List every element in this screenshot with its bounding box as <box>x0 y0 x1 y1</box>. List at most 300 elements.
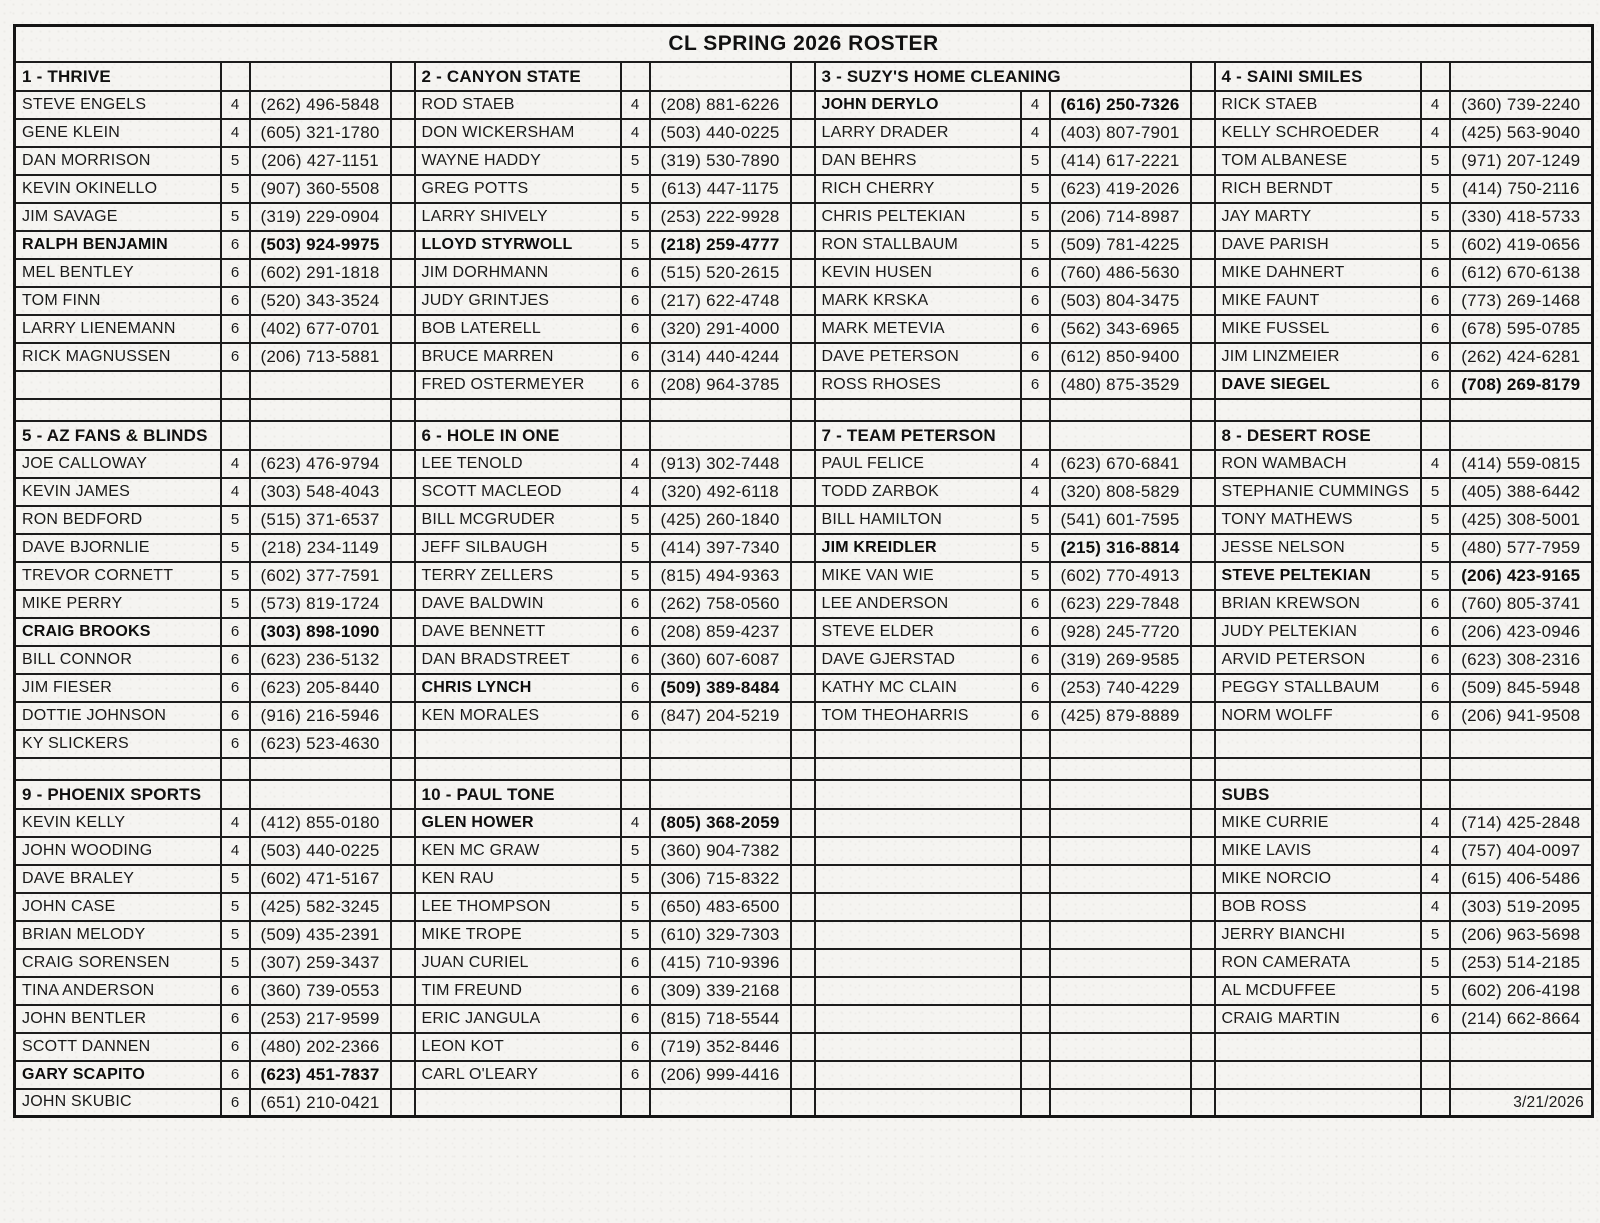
player-row <box>15 91 1593 119</box>
player-level-cell: 4 <box>1421 450 1450 478</box>
player-name-cell: JIM KREIDLER <box>815 534 1021 562</box>
player-phone-cell: (615) 406-5486 <box>1450 865 1593 893</box>
player-phone-cell: (623) 236-5132 <box>250 646 391 674</box>
separator-cell <box>391 893 415 921</box>
player-name-cell: BRIAN MELODY <box>15 921 221 949</box>
player-name-cell: CRAIG BROOKS <box>15 618 221 646</box>
player-name-cell: JIM DORHMANN <box>415 259 621 287</box>
player-name-cell: TODD ZARBOK <box>815 478 1021 506</box>
separator-cell <box>391 147 415 175</box>
player-row <box>15 259 1593 287</box>
header-empty-cell <box>250 421 391 450</box>
separator-cell <box>391 287 415 315</box>
empty-cell <box>250 758 391 780</box>
player-level-cell: 4 <box>1021 450 1050 478</box>
player-level-cell: 6 <box>1421 259 1450 287</box>
player-phone-cell: (253) 514-2185 <box>1450 949 1593 977</box>
player-phone-cell: (815) 494-9363 <box>650 562 791 590</box>
empty-cell <box>1050 758 1191 780</box>
player-phone-cell: (425) 582-3245 <box>250 893 391 921</box>
empty-cell <box>1021 1005 1050 1033</box>
separator-cell <box>791 421 815 450</box>
player-level-cell: 6 <box>1421 646 1450 674</box>
separator-cell <box>1191 534 1215 562</box>
player-phone-cell: (206) 713-5881 <box>250 343 391 371</box>
player-name-cell: KY SLICKERS <box>15 730 221 758</box>
player-name-cell: BILL MCGRUDER <box>415 506 621 534</box>
empty-cell <box>621 758 650 780</box>
separator-cell <box>1191 343 1215 371</box>
team-header: 9 - PHOENIX SPORTS <box>15 780 221 809</box>
empty-cell <box>621 730 650 758</box>
header-empty-cell <box>650 421 791 450</box>
player-name-cell: TOM ALBANESE <box>1215 147 1421 175</box>
player-phone-cell: (623) 670-6841 <box>1050 450 1191 478</box>
player-level-cell: 5 <box>1421 175 1450 203</box>
separator-cell <box>791 478 815 506</box>
separator-cell <box>791 450 815 478</box>
player-phone-cell: (218) 234-1149 <box>250 534 391 562</box>
player-name-cell: WAYNE HADDY <box>415 147 621 175</box>
header-empty-cell <box>621 421 650 450</box>
player-name-cell: JOHN SKUBIC <box>15 1089 221 1117</box>
player-name-cell: GLEN HOWER <box>415 809 621 837</box>
empty-cell <box>1215 758 1421 780</box>
player-level-cell: 5 <box>621 837 650 865</box>
empty-cell <box>1021 758 1050 780</box>
team-header: 10 - PAUL TONE <box>415 780 621 809</box>
separator-cell <box>391 921 415 949</box>
player-name-cell: KEN MC GRAW <box>415 837 621 865</box>
player-name-cell: STEVE ENGELS <box>15 91 221 119</box>
band-separator-row <box>15 399 1593 421</box>
player-level-cell: 5 <box>1421 977 1450 1005</box>
separator-cell <box>791 780 815 809</box>
player-level-cell: 4 <box>1421 119 1450 147</box>
player-name-cell: JESSE NELSON <box>1215 534 1421 562</box>
empty-cell <box>815 730 1021 758</box>
player-phone-cell: (319) 229-0904 <box>250 203 391 231</box>
player-phone-cell: (309) 339-2168 <box>650 977 791 1005</box>
player-level-cell: 6 <box>221 287 250 315</box>
player-phone-cell: (509) 435-2391 <box>250 921 391 949</box>
roster-date-cell: 3/21/2026 <box>1450 1089 1593 1117</box>
title-row <box>15 26 1593 62</box>
empty-cell <box>621 1089 650 1117</box>
separator-cell <box>791 590 815 618</box>
team-header: 6 - HOLE IN ONE <box>415 421 621 450</box>
separator-cell <box>391 534 415 562</box>
separator-cell <box>1191 977 1215 1005</box>
player-name-cell: RON WAMBACH <box>1215 450 1421 478</box>
player-phone-cell: (708) 269-8179 <box>1450 371 1593 399</box>
separator-cell <box>791 1061 815 1089</box>
separator-cell <box>1191 702 1215 730</box>
empty-cell <box>1021 1033 1050 1061</box>
separator-cell <box>1191 1089 1215 1117</box>
player-name-cell: MIKE FUSSEL <box>1215 315 1421 343</box>
player-level-cell: 4 <box>621 91 650 119</box>
player-phone-cell: (262) 758-0560 <box>650 590 791 618</box>
player-level-cell: 4 <box>221 91 250 119</box>
player-phone-cell: (623) 229-7848 <box>1050 590 1191 618</box>
separator-cell <box>1191 91 1215 119</box>
empty-cell <box>650 1089 791 1117</box>
player-level-cell: 5 <box>221 893 250 921</box>
player-phone-cell: (206) 714-8987 <box>1050 203 1191 231</box>
player-name-cell: DAN BEHRS <box>815 147 1021 175</box>
player-name-cell: GREG POTTS <box>415 175 621 203</box>
player-phone-cell: (425) 260-1840 <box>650 506 791 534</box>
separator-cell <box>391 730 415 758</box>
player-level-cell: 4 <box>621 450 650 478</box>
separator-cell <box>391 977 415 1005</box>
player-name-cell: CRAIG SORENSEN <box>15 949 221 977</box>
player-level-cell: 5 <box>1421 506 1450 534</box>
player-name-cell: MARK KRSKA <box>815 287 1021 315</box>
player-name-cell: KEN RAU <box>415 865 621 893</box>
player-row <box>15 231 1593 259</box>
empty-cell <box>1050 949 1191 977</box>
player-level-cell: 6 <box>621 590 650 618</box>
player-phone-cell: (402) 677-0701 <box>250 315 391 343</box>
player-phone-cell: (815) 718-5544 <box>650 1005 791 1033</box>
separator-cell <box>1191 562 1215 590</box>
player-phone-cell: (916) 216-5946 <box>250 702 391 730</box>
player-phone-cell: (412) 855-0180 <box>250 809 391 837</box>
player-name-cell: DAVE SIEGEL <box>1215 371 1421 399</box>
separator-cell <box>791 730 815 758</box>
separator-cell <box>791 1033 815 1061</box>
empty-cell <box>415 758 621 780</box>
player-level-cell: 6 <box>621 343 650 371</box>
separator-cell <box>791 646 815 674</box>
empty-cell <box>1421 399 1450 421</box>
player-level-cell: 4 <box>1421 865 1450 893</box>
player-phone-cell: (253) 740-4229 <box>1050 674 1191 702</box>
player-level-cell: 6 <box>221 1061 250 1089</box>
player-level-cell: 6 <box>621 371 650 399</box>
player-name-cell: GENE KLEIN <box>15 119 221 147</box>
player-name-cell: LEE ANDERSON <box>815 590 1021 618</box>
player-level-cell: 5 <box>1021 534 1050 562</box>
player-phone-cell: (610) 329-7303 <box>650 921 791 949</box>
player-name-cell: GARY SCAPITO <box>15 1061 221 1089</box>
player-name-cell: TOM THEOHARRIS <box>815 702 1021 730</box>
separator-cell <box>1191 62 1215 91</box>
player-row <box>15 1089 1593 1117</box>
player-level-cell: 4 <box>1021 119 1050 147</box>
player-level-cell: 6 <box>221 1089 250 1117</box>
empty-cell <box>815 977 1021 1005</box>
player-phone-cell: (623) 451-7837 <box>250 1061 391 1089</box>
player-name-cell: SCOTT MACLEOD <box>415 478 621 506</box>
separator-cell <box>1191 1061 1215 1089</box>
player-name-cell: JOHN BENTLER <box>15 1005 221 1033</box>
player-name-cell: JIM FIESER <box>15 674 221 702</box>
player-name-cell: DON WICKERSHAM <box>415 119 621 147</box>
player-phone-cell: (320) 492-6118 <box>650 478 791 506</box>
separator-cell <box>791 1005 815 1033</box>
player-level-cell: 5 <box>1421 949 1450 977</box>
separator-cell <box>1191 175 1215 203</box>
separator-cell <box>391 478 415 506</box>
player-row <box>15 315 1593 343</box>
separator-cell <box>791 343 815 371</box>
player-name-cell: JOHN WOODING <box>15 837 221 865</box>
empty-cell <box>1050 399 1191 421</box>
empty-cell <box>1050 1061 1191 1089</box>
separator-cell <box>391 343 415 371</box>
separator-cell <box>391 949 415 977</box>
player-level-cell: 6 <box>1021 259 1050 287</box>
empty-cell <box>15 371 221 399</box>
player-phone-cell: (206) 423-0946 <box>1450 618 1593 646</box>
player-phone-cell: (218) 259-4777 <box>650 231 791 259</box>
team-header-row <box>15 421 1593 450</box>
player-name-cell: DAVE GJERSTAD <box>815 646 1021 674</box>
player-phone-cell: (414) 559-0815 <box>1450 450 1593 478</box>
player-level-cell: 6 <box>221 231 250 259</box>
player-phone-cell: (602) 291-1818 <box>250 259 391 287</box>
player-level-cell: 4 <box>221 119 250 147</box>
separator-cell <box>1191 809 1215 837</box>
player-phone-cell: (403) 807-7901 <box>1050 119 1191 147</box>
player-phone-cell: (215) 316-8814 <box>1050 534 1191 562</box>
player-level-cell: 6 <box>621 259 650 287</box>
player-level-cell: 5 <box>621 175 650 203</box>
player-level-cell: 6 <box>1021 315 1050 343</box>
player-row <box>15 478 1593 506</box>
separator-cell <box>1191 231 1215 259</box>
empty-cell <box>1215 730 1421 758</box>
player-name-cell: DAVE BJORNLIE <box>15 534 221 562</box>
player-name-cell: MIKE DAHNERT <box>1215 259 1421 287</box>
player-row <box>15 702 1593 730</box>
empty-cell <box>815 837 1021 865</box>
player-phone-cell: (319) 530-7890 <box>650 147 791 175</box>
player-name-cell: TIM FREUND <box>415 977 621 1005</box>
empty-cell <box>1450 730 1593 758</box>
empty-cell <box>815 1061 1021 1089</box>
player-phone-cell: (480) 202-2366 <box>250 1033 391 1061</box>
empty-cell <box>1021 1089 1050 1117</box>
player-level-cell: 6 <box>221 1005 250 1033</box>
player-name-cell: ERIC JANGULA <box>415 1005 621 1033</box>
player-name-cell: MIKE PERRY <box>15 590 221 618</box>
empty-cell <box>650 399 791 421</box>
separator-cell <box>391 702 415 730</box>
player-level-cell: 6 <box>621 674 650 702</box>
player-name-cell: DAVE PARISH <box>1215 231 1421 259</box>
player-name-cell: LARRY DRADER <box>815 119 1021 147</box>
player-phone-cell: (509) 845-5948 <box>1450 674 1593 702</box>
separator-cell <box>791 399 815 421</box>
empty-cell <box>621 399 650 421</box>
header-empty-cell <box>621 62 650 91</box>
header-empty-cell <box>1050 780 1191 809</box>
header-empty-cell <box>221 780 250 809</box>
header-empty-cell <box>1450 62 1593 91</box>
player-name-cell: RALPH BENJAMIN <box>15 231 221 259</box>
player-level-cell: 4 <box>1421 837 1450 865</box>
team-header: 2 - CANYON STATE <box>415 62 621 91</box>
player-level-cell: 5 <box>621 506 650 534</box>
player-name-cell: LARRY LIENEMANN <box>15 315 221 343</box>
player-name-cell: KATHY MC CLAIN <box>815 674 1021 702</box>
player-row <box>15 618 1593 646</box>
player-phone-cell: (320) 291-4000 <box>650 315 791 343</box>
empty-cell <box>250 371 391 399</box>
player-name-cell: PAUL FELICE <box>815 450 1021 478</box>
player-name-cell: DAVE BENNETT <box>415 618 621 646</box>
player-level-cell: 6 <box>1021 371 1050 399</box>
empty-cell <box>1421 758 1450 780</box>
player-level-cell: 4 <box>1421 91 1450 119</box>
player-level-cell: 5 <box>621 147 650 175</box>
empty-cell <box>650 730 791 758</box>
player-phone-cell: (319) 269-9585 <box>1050 646 1191 674</box>
separator-cell <box>791 618 815 646</box>
player-row <box>15 646 1593 674</box>
separator-cell <box>791 534 815 562</box>
player-name-cell: JIM LINZMEIER <box>1215 343 1421 371</box>
player-name-cell: CRAIG MARTIN <box>1215 1005 1421 1033</box>
player-level-cell: 6 <box>1421 287 1450 315</box>
player-phone-cell: (425) 563-9040 <box>1450 119 1593 147</box>
player-row <box>15 371 1593 399</box>
separator-cell <box>1191 590 1215 618</box>
player-name-cell: MIKE LAVIS <box>1215 837 1421 865</box>
player-level-cell: 5 <box>621 893 650 921</box>
empty-cell <box>815 1033 1021 1061</box>
separator-cell <box>391 119 415 147</box>
player-level-cell: 5 <box>1021 562 1050 590</box>
player-row <box>15 674 1593 702</box>
player-level-cell: 5 <box>1021 203 1050 231</box>
separator-cell <box>791 865 815 893</box>
player-name-cell: STEVE ELDER <box>815 618 1021 646</box>
player-name-cell: JOHN CASE <box>15 893 221 921</box>
player-phone-cell: (602) 770-4913 <box>1050 562 1191 590</box>
empty-cell <box>1215 399 1421 421</box>
player-phone-cell: (405) 388-6442 <box>1450 478 1593 506</box>
player-phone-cell: (253) 217-9599 <box>250 1005 391 1033</box>
separator-cell <box>1191 203 1215 231</box>
separator-cell <box>391 865 415 893</box>
empty-cell <box>1050 837 1191 865</box>
separator-cell <box>791 949 815 977</box>
player-level-cell: 4 <box>1021 478 1050 506</box>
player-level-cell: 5 <box>1421 231 1450 259</box>
player-name-cell: LEE THOMPSON <box>415 893 621 921</box>
player-phone-cell: (623) 205-8440 <box>250 674 391 702</box>
header-empty-cell <box>1421 62 1450 91</box>
player-name-cell: MIKE FAUNT <box>1215 287 1421 315</box>
player-phone-cell: (414) 617-2221 <box>1050 147 1191 175</box>
player-row <box>15 147 1593 175</box>
separator-cell <box>1191 399 1215 421</box>
player-row <box>15 865 1593 893</box>
empty-cell <box>250 399 391 421</box>
player-phone-cell: (847) 204-5219 <box>650 702 791 730</box>
empty-cell <box>415 730 621 758</box>
separator-cell <box>791 91 815 119</box>
player-phone-cell: (913) 302-7448 <box>650 450 791 478</box>
team-header: 8 - DESERT ROSE <box>1215 421 1421 450</box>
empty-cell <box>221 371 250 399</box>
separator-cell <box>1191 865 1215 893</box>
separator-cell <box>791 809 815 837</box>
player-row <box>15 893 1593 921</box>
header-empty-cell <box>621 780 650 809</box>
player-name-cell: TINA ANDERSON <box>15 977 221 1005</box>
player-level-cell: 6 <box>1421 343 1450 371</box>
player-name-cell: RON STALLBAUM <box>815 231 1021 259</box>
player-level-cell: 6 <box>221 1033 250 1061</box>
player-phone-cell: (360) 904-7382 <box>650 837 791 865</box>
player-level-cell: 5 <box>221 175 250 203</box>
player-level-cell: 4 <box>221 809 250 837</box>
team-header: 7 - TEAM PETERSON <box>815 421 1021 450</box>
player-name-cell: STEPHANIE CUMMINGS <box>1215 478 1421 506</box>
player-level-cell: 6 <box>221 646 250 674</box>
player-level-cell: 5 <box>221 590 250 618</box>
empty-cell <box>1021 977 1050 1005</box>
player-level-cell: 6 <box>1021 343 1050 371</box>
player-row <box>15 1061 1593 1089</box>
empty-cell <box>221 399 250 421</box>
player-row <box>15 1005 1593 1033</box>
player-name-cell: DOTTIE JOHNSON <box>15 702 221 730</box>
player-row <box>15 343 1593 371</box>
player-level-cell: 6 <box>1021 702 1050 730</box>
player-name-cell: JEFF SILBAUGH <box>415 534 621 562</box>
separator-cell <box>391 1089 415 1117</box>
player-phone-cell: (360) 739-2240 <box>1450 91 1593 119</box>
player-name-cell: JIM SAVAGE <box>15 203 221 231</box>
player-name-cell: MIKE NORCIO <box>1215 865 1421 893</box>
player-phone-cell: (206) 999-4416 <box>650 1061 791 1089</box>
empty-cell <box>221 758 250 780</box>
player-name-cell: SCOTT DANNEN <box>15 1033 221 1061</box>
player-phone-cell: (623) 308-2316 <box>1450 646 1593 674</box>
player-row <box>15 921 1593 949</box>
header-empty-cell <box>250 62 391 91</box>
header-empty-cell <box>221 62 250 91</box>
player-name-cell: BOB ROSS <box>1215 893 1421 921</box>
separator-cell <box>791 893 815 921</box>
separator-cell <box>791 371 815 399</box>
player-name-cell: KEVIN KELLY <box>15 809 221 837</box>
player-phone-cell: (757) 404-0097 <box>1450 837 1593 865</box>
header-empty-cell <box>1421 780 1450 809</box>
player-name-cell: AL MCDUFFEE <box>1215 977 1421 1005</box>
player-level-cell: 4 <box>1421 893 1450 921</box>
separator-cell <box>1191 371 1215 399</box>
player-level-cell: 6 <box>1421 618 1450 646</box>
player-level-cell: 5 <box>1021 231 1050 259</box>
player-phone-cell: (760) 486-5630 <box>1050 259 1191 287</box>
separator-cell <box>791 506 815 534</box>
empty-cell <box>1215 1061 1421 1089</box>
player-row <box>15 977 1593 1005</box>
player-phone-cell: (503) 440-0225 <box>650 119 791 147</box>
separator-cell <box>391 62 415 91</box>
player-level-cell: 6 <box>221 702 250 730</box>
player-level-cell: 5 <box>1021 506 1050 534</box>
player-level-cell: 6 <box>221 618 250 646</box>
